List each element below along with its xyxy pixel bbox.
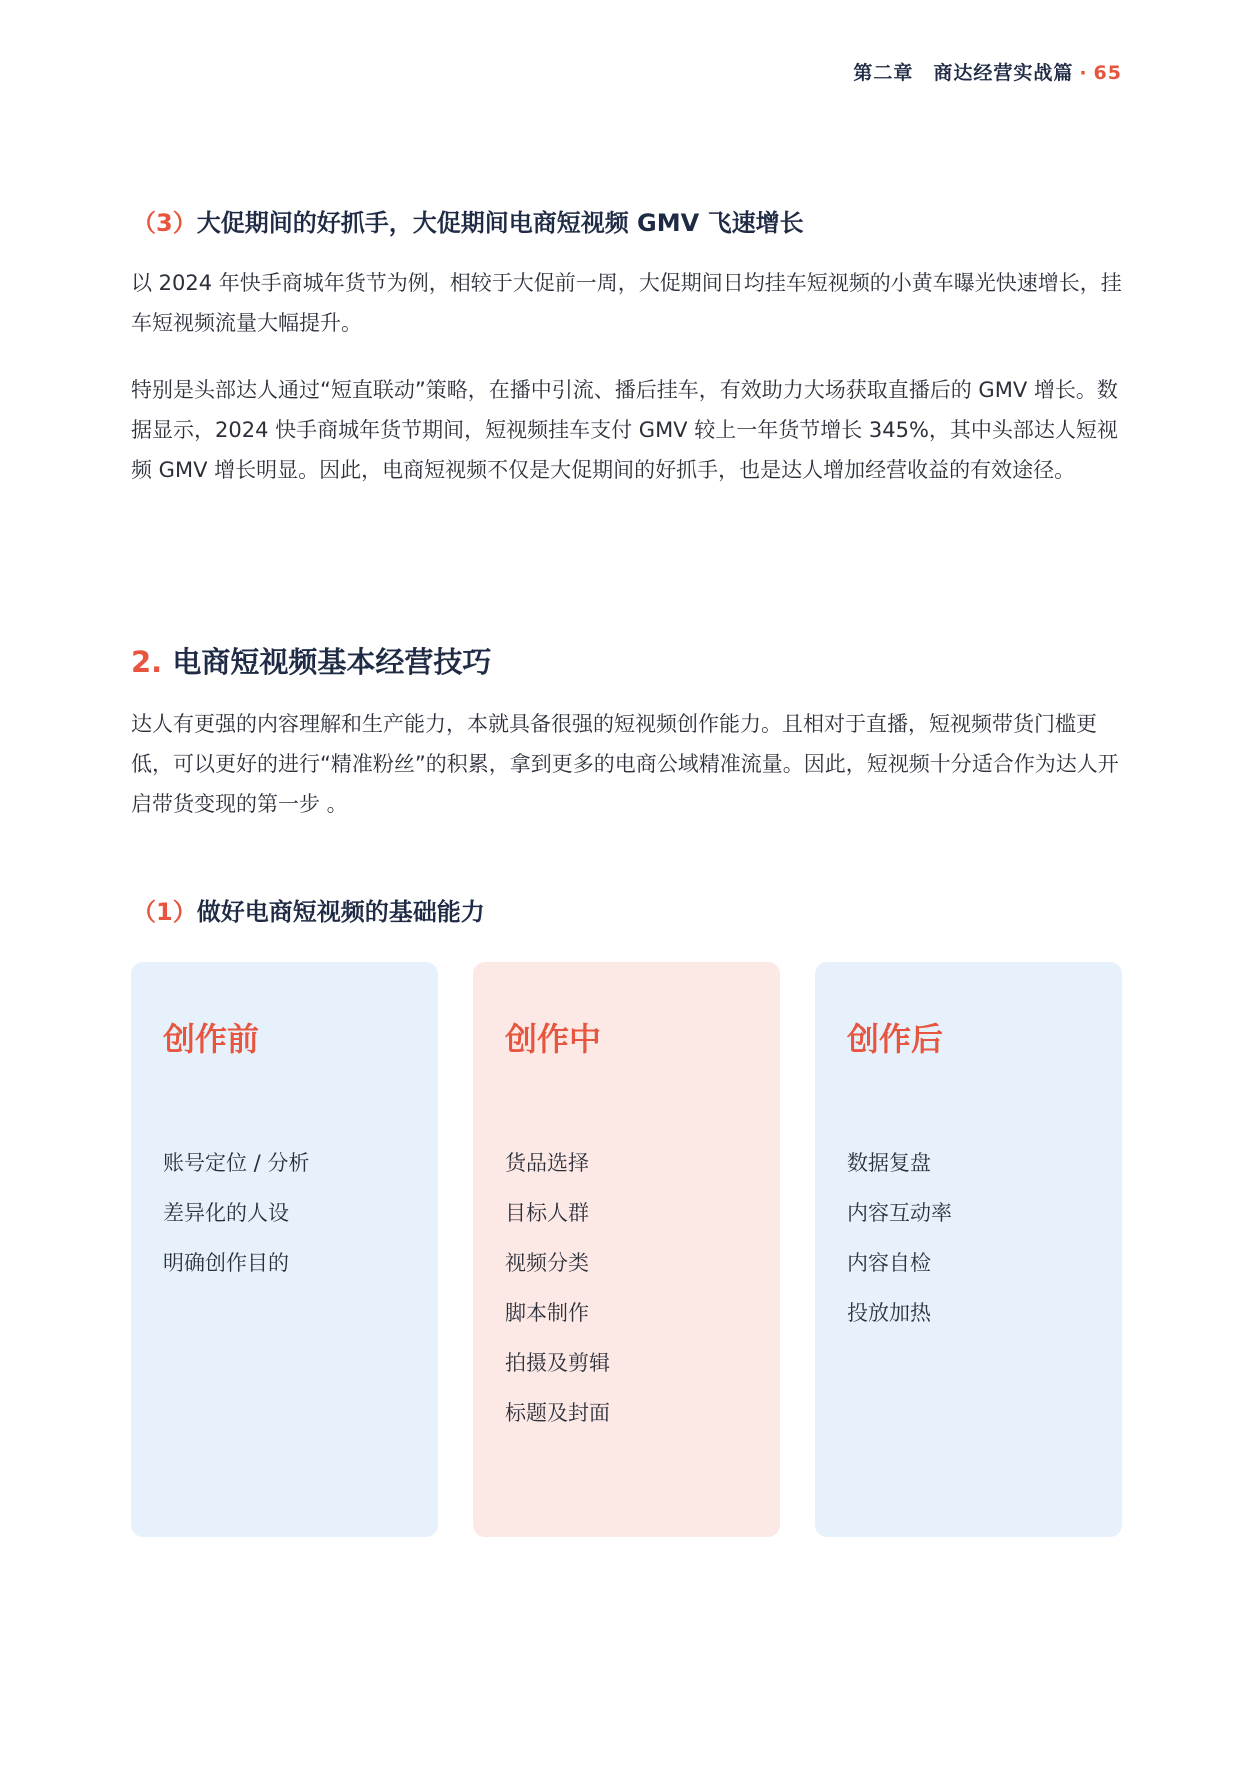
section3-paragraph-1: 以 2024 年快手商城年货节为例，相较于大促前一周，大促期间日均挂车短视频的小黄车曝光快速增长，挂车短视频流量大幅提升。 — [131, 271, 1122, 335]
card-item-list — [847, 1138, 952, 1338]
list-item: 差异化的人设 — [163, 1201, 289, 1225]
list-item: 内容自检 — [847, 1251, 931, 1275]
card-during-creation — [473, 962, 780, 1537]
card-before-creation — [131, 962, 438, 1537]
list-item: 货品选择 — [505, 1151, 589, 1175]
card-item-list — [505, 1138, 610, 1438]
list-item: 数据复盘 — [847, 1151, 931, 1175]
list-item: 明确创作目的 — [163, 1251, 289, 1275]
card-after-creation — [815, 962, 1122, 1537]
section3-paragraph-2: 特别是头部达人通过“短直联动”策略，在播中引流、播后挂车，有效助力大场获取直播后的 GMV 增长。数据显示，2024 快手商城年货节期间，短视频挂车支付 GMV 较上一年货节增长 345%，其中头部达人短视频 GMV 增长明显。因此，电商短视频不仅是大促期间的好抓手，也是达人增加经营收益的有效途径。 — [131, 378, 1118, 482]
list-item: 脚本制作 — [505, 1301, 589, 1325]
section2-number: 2. — [131, 645, 163, 679]
subsection1-number: （1） — [132, 898, 197, 926]
header-separator: · — [1079, 62, 1088, 84]
list-item: 标题及封面 — [505, 1401, 610, 1425]
card-title: 创作前 — [163, 1020, 260, 1058]
list-item: 视频分类 — [505, 1251, 589, 1275]
page-number: 65 — [1093, 62, 1122, 84]
section2-heading — [131, 640, 491, 681]
list-item: 内容互动率 — [847, 1201, 952, 1225]
card-title: 创作中 — [505, 1020, 602, 1058]
subsection1-heading — [132, 892, 485, 927]
section2-paragraph: 达人有更强的内容理解和生产能力，本就具备很强的短视频创作能力。且相对于直播，短视频带货门槛更低，可以更好的进行“精准粉丝”的积累，拿到更多的电商公域精准流量。因此，短视频十分适合作为达人开启带货变现的第一步 。 — [131, 712, 1119, 816]
card-item-list — [163, 1138, 309, 1288]
chapter-title: 第二章 商达经营实战篇 — [853, 62, 1074, 84]
subsection1-title: 做好电商短视频的基础能力 — [196, 898, 485, 926]
list-item: 目标人群 — [505, 1201, 589, 1225]
section3-heading — [132, 203, 804, 238]
card-title: 创作后 — [847, 1020, 944, 1058]
list-item: 账号定位 / 分析 — [163, 1151, 310, 1175]
section3-number: （3） — [132, 209, 197, 237]
running-header — [853, 58, 1122, 85]
list-item: 拍摄及剪辑 — [505, 1351, 610, 1375]
list-item: 投放加热 — [847, 1301, 931, 1325]
section2-title: 电商短视频基本经营技巧 — [172, 645, 492, 679]
section3-title: 大促期间的好抓手，大促期间电商短视频 GMV 飞速增长 — [196, 209, 804, 237]
